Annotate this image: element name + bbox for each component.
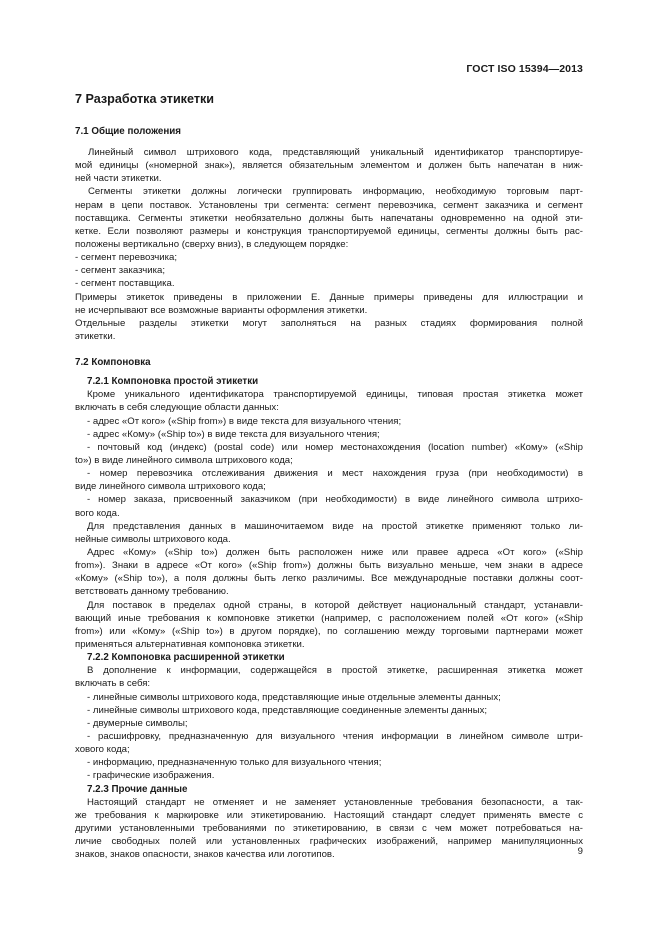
text-line: В дополнение к информации, содержащейся в простой этикетке, расширенная этикетка может: [87, 665, 583, 677]
section-7-2-2-body: [75, 664, 583, 782]
section-7-2-1-body: [75, 388, 583, 651]
text-line: этикетки.: [75, 330, 116, 342]
text-line: включать в себя:: [75, 678, 151, 690]
text-line: «Кому» («Ship to»), а поля должны быть легко различимы. Все международные поставки должны соот-: [75, 573, 583, 585]
list-item: - линейные символы штрихового кода, представляющие иные отдельные элементы данных;: [87, 691, 501, 703]
text-line: Для поставок в пределах одной страны, в которой действует национальный стандарт, устанавли-: [87, 599, 583, 611]
text-line: нейные символы штрихового кода.: [75, 533, 231, 545]
list-item: - двумерные символы;: [87, 717, 188, 729]
text-line: поставщика. Сегменты этикетки необязательно должны быть напечатаны одновременно на одной эти-: [75, 212, 583, 224]
text-line: Настоящий стандарт не отменяет и не заменяет установленные требования безопасности, а так-: [87, 796, 583, 808]
text-line: кетке. Если позволяют размеры и конструкция транспортируемой единицы, сегменты должны быть рас-: [75, 225, 583, 237]
list-item: - сегмент поставщика.: [75, 278, 175, 290]
text-line: знаков, знаков опасности, знаков качества или логотипов.: [75, 849, 335, 861]
text-line: to») в виде линейного символа штрихового кода;: [75, 454, 293, 466]
text-line: from») или «Кому» («Ship to») в другом порядке), по соглашению между торговыми партнерами может: [75, 625, 583, 637]
text-line: from»). Знаки в адресе «От кого» («Ship from») должны быть визуально меньше, чем знаки в адресе: [75, 560, 583, 572]
list-item: - графические изображения.: [87, 770, 215, 782]
text-line: Адрес «Кому» («Ship to») должен быть расположен ниже или правее адреса «От кого» («Ship: [87, 546, 583, 558]
text-line: Сегменты этикетки должны логически группировать информацию, необходимую торговым парт-: [88, 186, 583, 198]
section-7-2-2-title: 7.2.2 Компоновка расширенной этикетки: [87, 652, 285, 664]
section-7-2-1-title: 7.2.1 Компоновка простой этикетки: [87, 376, 259, 388]
text-line: положены вертикально (сверху вниз), в следующем порядке:: [75, 238, 349, 250]
list-item: - сегмент перевозчика;: [75, 252, 178, 264]
text-line: включать в себя следующие области данных:: [75, 402, 279, 414]
section-7-2-3-body: [75, 796, 583, 862]
list-item: - адрес «Кому» («Ship to») в виде текста для визуального чтения;: [87, 428, 380, 440]
section-7-title: 7 Разработка этикетки: [75, 92, 215, 106]
text-line: Линейный символ штрихового кода, представляющий уникальный идентификатор транспортируе-: [88, 147, 583, 158]
page-number: 9: [577, 846, 583, 857]
list-item: - линейные символы штрихового кода, представляющие соединенные элементы данных;: [87, 704, 488, 716]
text-line: Примеры этикеток приведены в приложении Е. Данные примеры приведены для иллюстрации и: [75, 291, 583, 303]
page-content: [75, 91, 583, 861]
document-header-id: ГОСТ ISO 15394—2013: [466, 63, 583, 75]
text-line: вого кода.: [75, 507, 120, 519]
text-line: вающий иные требования к компоновке этикетки (например, с расположением полей «От кого» («Ship: [75, 612, 583, 624]
text-line: Отдельные разделы этикетки могут заполняться на разных стадиях формирования полной: [75, 317, 583, 329]
text-line: применяться альтернативная компоновка этикетки.: [75, 638, 305, 650]
text-line: не исчерпывают все возможные варианты оформления этикетки.: [75, 304, 368, 316]
section-7-1-title: 7.1 Общие положения: [75, 126, 182, 137]
text-line: Для представления данных в машиночитаемом виде на простой этикетке применяют только ли-: [87, 520, 583, 532]
text-line: ней части этикетки.: [75, 173, 162, 185]
text-line: ветствовать данному требованию.: [75, 586, 229, 598]
text-line: нерам в цепи поставок. Установлены три сегмента: сегмент перевозчика, сегмент заказчика и сегмент: [75, 199, 583, 211]
list-item: - сегмент заказчика;: [75, 265, 165, 277]
list-item: - расшифровку, предназначенную для визуального чтения информации в линейном символе штри-: [87, 730, 583, 742]
text-line: виде линейного символа штрихового кода;: [75, 481, 266, 493]
section-7-2-3-title: 7.2.3 Прочие данные: [87, 783, 188, 795]
list-item: - информацию, предназначенную только для визуального чтения;: [87, 757, 382, 769]
text-line: личие свободных полей или установленных графических изображений, например манипуляционных: [75, 836, 583, 848]
list-item: - номер перевозчика отслеживания движения и мест нахождения груза (при необходимости) в: [87, 468, 583, 480]
section-7-1-body: [75, 146, 583, 343]
text-line: же требования к маркировке или этикетированию. Настоящий стандарт следует применять вместе с: [75, 809, 583, 821]
text-line: хового кода;: [75, 744, 130, 756]
text-line: Кроме уникального идентификатора транспортируемой единицы, типовая простая этикетка может: [87, 389, 583, 401]
section-7-2-title: 7.2 Компоновка: [75, 357, 151, 369]
text-line: другими установленными требованиями по этикетированию, в связи с чем может потребоваться на-: [75, 822, 583, 834]
list-item: - почтовый код (индекс) (postal code) или номер местонахождения (location number) «Кому» («Ship: [87, 441, 583, 453]
text-line: мой единицы («номерной знак»), является обязательным элементом и должен быть напечатан в ниж-: [75, 160, 583, 172]
list-item: - номер заказа, присвоенный заказчиком (при необходимости) в виде линейного символа штрихо-: [87, 494, 583, 506]
list-item: - адрес «От кого» («Ship from») в виде текста для визуального чтения;: [87, 415, 402, 427]
